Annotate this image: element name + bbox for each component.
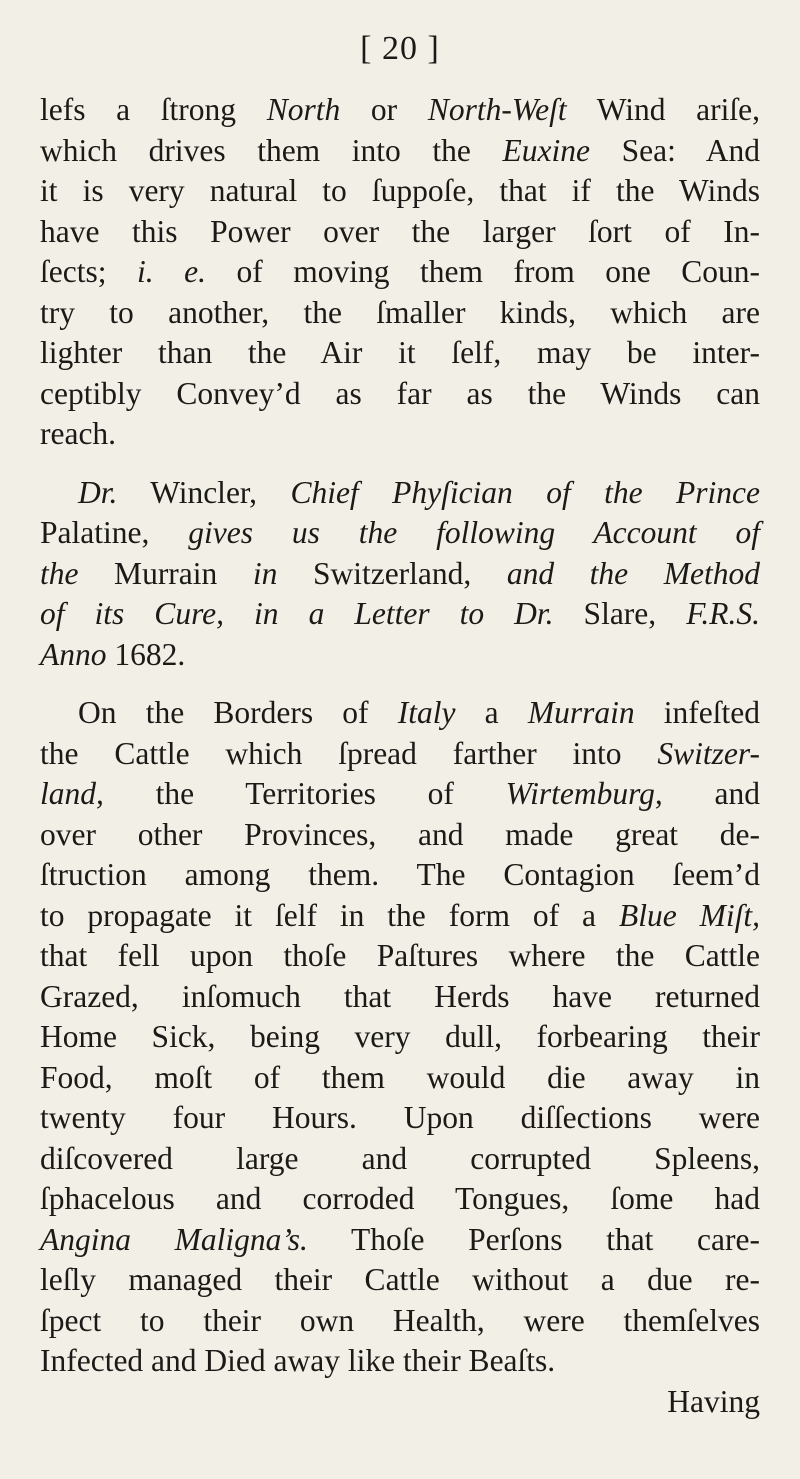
text-line: the Murrain in Switzerland, and the Method bbox=[40, 555, 760, 591]
text-line: leſly managed their Cattle without a due re- bbox=[40, 1262, 760, 1297]
body-text bbox=[40, 90, 760, 1422]
text-line: ſphacelous and corroded Tongues, ſome had bbox=[40, 1181, 760, 1216]
italic-run: North bbox=[266, 92, 341, 127]
text-line: Anno 1682. bbox=[40, 636, 186, 672]
text-line: which drives them into the Euxine Sea: And bbox=[40, 132, 760, 168]
paragraph bbox=[40, 693, 760, 1382]
text-line: On the Borders of Italy a Murrain infeſted bbox=[78, 695, 760, 730]
italic-run: Wirtemburg, bbox=[505, 776, 663, 811]
italic-run: of its Cure, in a Letter to Dr. bbox=[40, 596, 554, 631]
text-line: Grazed, inſomuch that Herds have returned bbox=[40, 978, 760, 1014]
text-line: ſtruction among them. The Contagion ſeem’d bbox=[40, 857, 760, 892]
italic-run: Blue Miſt, bbox=[618, 897, 760, 933]
text-line: diſcovered large and corrupted Spleens, bbox=[40, 1140, 760, 1176]
text-line: over other Provinces, and made great de- bbox=[40, 816, 760, 852]
text-line: have this Power over the larger ſort of In- bbox=[40, 213, 760, 249]
text-line: it is very natural to ſuppoſe, that if the Winds bbox=[40, 173, 760, 208]
text-line: reach. bbox=[40, 416, 117, 451]
italic-run: Dr. bbox=[78, 474, 118, 510]
text-line: of its Cure, in a Letter to Dr. Slare, F.R.S. bbox=[40, 596, 760, 631]
italic-run: i. e. bbox=[137, 254, 206, 289]
italic-run: land, bbox=[40, 776, 104, 811]
paragraph bbox=[40, 473, 760, 676]
text-line: Food, moſt of them would die away in bbox=[40, 1059, 760, 1095]
italic-run: F.R.S. bbox=[686, 596, 760, 631]
text-line: Infected and Died away like their Beaſts. bbox=[40, 1343, 556, 1378]
italic-run: Angina Maligna’s. bbox=[40, 1221, 308, 1257]
text-line: lighter than the Air it ſelf, may be inter- bbox=[40, 335, 760, 370]
text-line: try to another, the ſmaller kinds, which are bbox=[40, 294, 760, 330]
text-line: Palatine, gives us the following Account of bbox=[40, 515, 761, 550]
italic-run: gives us the following Account of bbox=[188, 515, 761, 550]
text-line: the Cattle which ſpread farther into Switzer- bbox=[40, 735, 760, 771]
text-line: Angina Maligna’s. Thoſe Perſons that care- bbox=[40, 1221, 760, 1257]
text-line: Dr. Wincler, Chief Phyſician of the Prince bbox=[78, 474, 760, 510]
italic-run: North-Weſt bbox=[427, 92, 567, 127]
text-line: lefs a ſtrong North or North-Weſt Wind ariſe, bbox=[40, 92, 760, 127]
italic-run: Italy bbox=[397, 695, 456, 730]
text-line: ſpect to their own Health, were themſelves bbox=[40, 1302, 760, 1338]
text-line: that fell upon thoſe Paſtures where the Cattle bbox=[40, 938, 760, 973]
italic-run: Anno bbox=[40, 636, 107, 672]
italic-run: Murrain bbox=[527, 695, 635, 730]
italic-run: Chief Phyſician of the Prince bbox=[290, 474, 760, 510]
italic-run: the bbox=[40, 555, 79, 591]
italic-run: and the Method bbox=[506, 555, 760, 591]
page-number: [ 20 ] bbox=[360, 30, 440, 67]
text-line: to propagate it ſelf in the form of a Blue Miſt, bbox=[40, 897, 760, 933]
text-line: Home Sick, being very dull, forbearing their bbox=[40, 1019, 760, 1054]
text-line: ceptibly Convey’d as far as the Winds can bbox=[40, 375, 760, 411]
catchword: Having bbox=[667, 1383, 760, 1419]
paragraph bbox=[40, 90, 760, 455]
text-line: twenty four Hours. Upon diſſections were bbox=[40, 1100, 760, 1135]
italic-run: in bbox=[252, 555, 278, 591]
text-line: ſects; i. e. of moving them from one Coun- bbox=[40, 254, 760, 289]
italic-run: Euxine bbox=[502, 132, 591, 168]
text-line: land, the Territories of Wirtemburg, and bbox=[40, 776, 760, 811]
italic-run: Switzer- bbox=[657, 735, 760, 771]
